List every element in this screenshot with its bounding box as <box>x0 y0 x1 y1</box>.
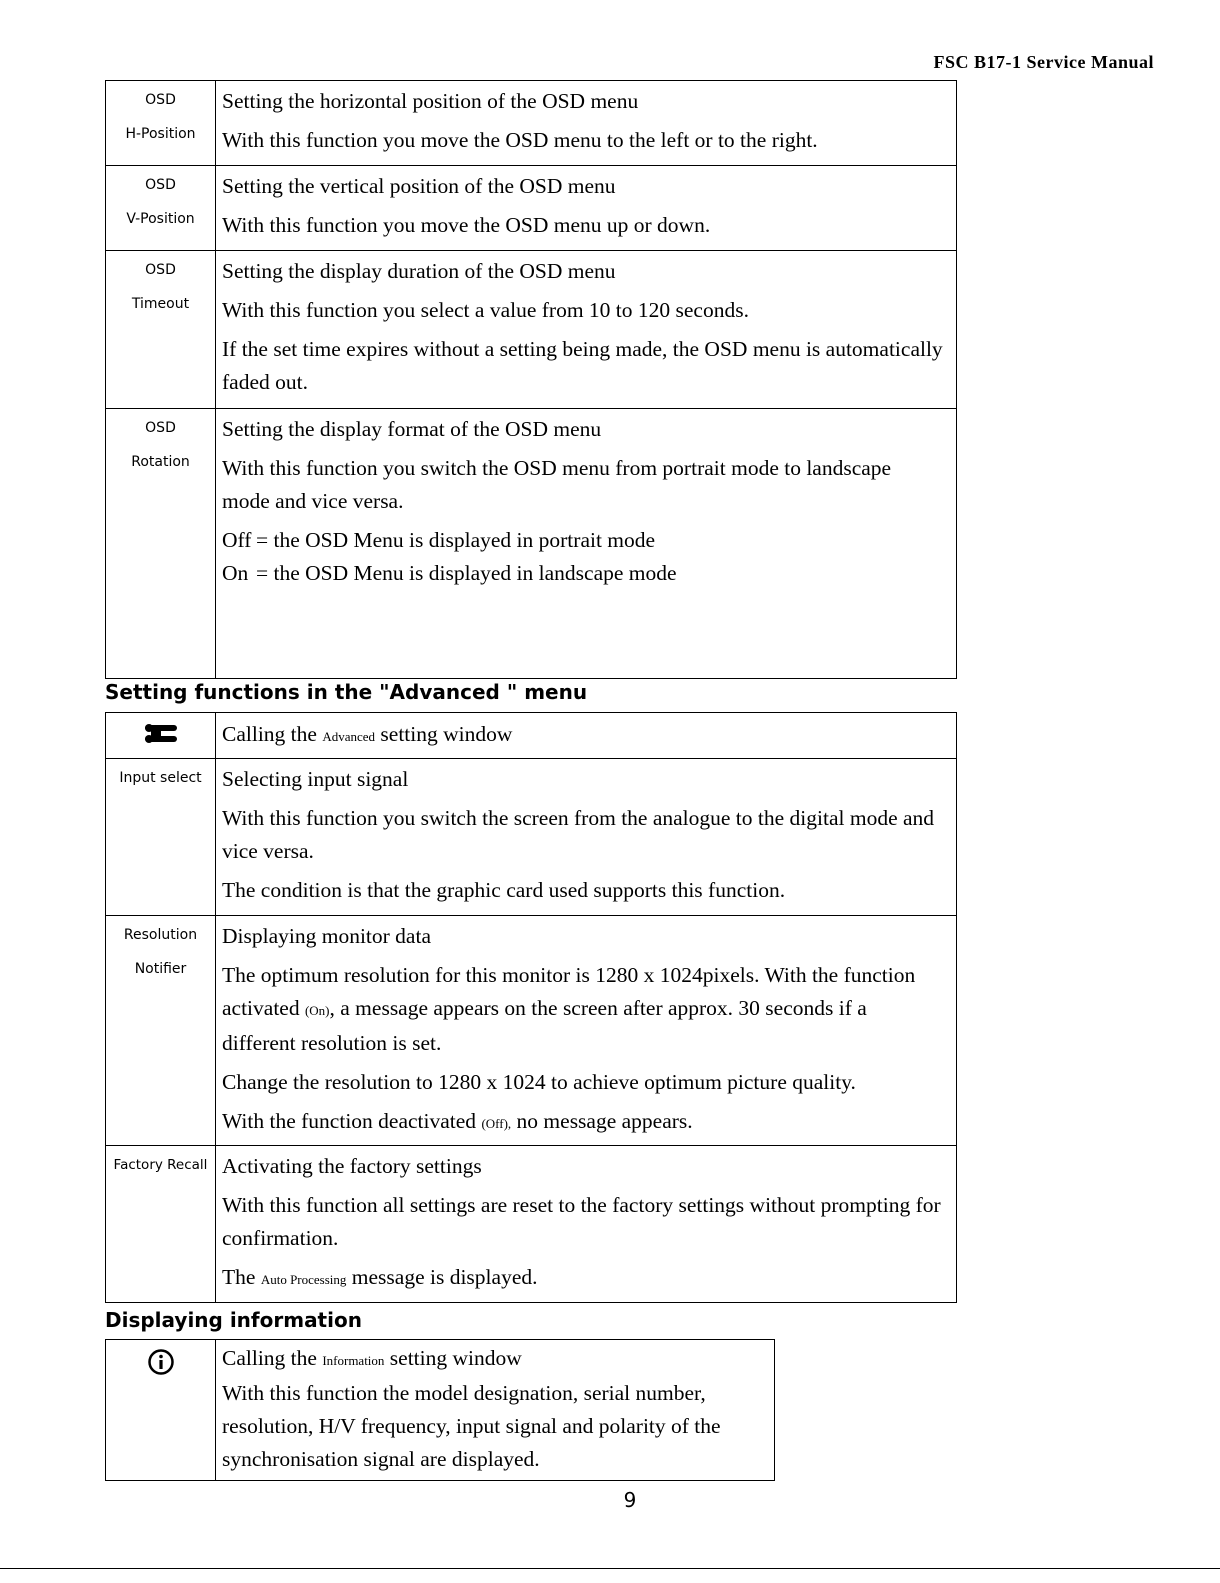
row-label: Resolution Notifier <box>106 916 216 1146</box>
row-description: Setting the horizontal position of the OSD menu With this function you move the OSD menu to the left or to the right. <box>216 81 957 166</box>
row-label: OSD V-Position <box>106 166 216 251</box>
row-label <box>106 1340 216 1481</box>
row-label: OSD H-Position <box>106 81 216 166</box>
table-row <box>106 759 957 916</box>
section-title-information: Displaying information <box>105 1308 362 1332</box>
section-title-advanced: Setting functions in the "Advanced " menu <box>105 680 588 704</box>
osd-settings-table <box>105 80 957 679</box>
option-on: On = the OSD Menu is displayed in landscape mode <box>222 561 677 585</box>
row-description: Displaying monitor data The optimum resolution for this monitor is 1280 x 1024pixels. With the function activated (On), a message appears on the screen after approx. 30 seconds if a different resolution is set. Change the resolution to 1280 x 1024 to achieve optimum picture quality. With the function deactivated (Off), no message appears. <box>216 916 957 1146</box>
table-row <box>106 1340 775 1481</box>
info-icon <box>147 1348 175 1376</box>
row-label: Factory Recall <box>106 1146 216 1303</box>
row-description: Setting the vertical position of the OSD menu With this function you move the OSD menu up or down. <box>216 166 957 251</box>
table-row <box>106 409 957 679</box>
option-off: Off = the OSD Menu is displayed in portrait mode <box>222 528 656 552</box>
table-row <box>106 1146 957 1303</box>
bottom-rule <box>0 1568 1220 1569</box>
row-description: Setting the display duration of the OSD menu With this function you select a value from 10 to 120 seconds. If the set time expires without a setting being made, the OSD menu is automatically faded out. <box>216 251 957 409</box>
row-description: Calling the Information setting window With this function the model designation, serial number, resolution, H/V frequency, input signal and polarity of the synchronisation signal are displayed. <box>216 1340 775 1481</box>
table-row <box>106 251 957 409</box>
row-description: Selecting input signal With this function you switch the screen from the analogue to the digital mode and vice versa. The condition is that the graphic card used supports this function. <box>216 759 957 916</box>
row-label <box>106 713 216 759</box>
document-header: FSC B17-1 Service Manual <box>933 52 1154 72</box>
table-row <box>106 81 957 166</box>
table-row <box>106 166 957 251</box>
row-description: Activating the factory settings With this function all settings are reset to the factory settings without prompting for confirmation. The Auto Processing message is displayed. <box>216 1146 957 1303</box>
table-row <box>106 713 957 759</box>
row-label: OSD Rotation <box>106 409 216 679</box>
page-number: 9 <box>623 1488 637 1512</box>
advanced-settings-table <box>105 712 957 1303</box>
row-label: Input select <box>106 759 216 916</box>
information-table <box>105 1339 775 1481</box>
advanced-tools-icon <box>141 722 181 746</box>
row-description: Calling the Advanced setting window <box>216 713 957 759</box>
row-label: OSD Timeout <box>106 251 216 409</box>
row-description: Setting the display format of the OSD menu With this function you switch the OSD menu from portrait mode to landscape mode and vice versa. Off = the OSD Menu is displayed in portrait mode On = the OSD Menu is displayed in landscape mode <box>216 409 957 679</box>
table-row <box>106 916 957 1146</box>
